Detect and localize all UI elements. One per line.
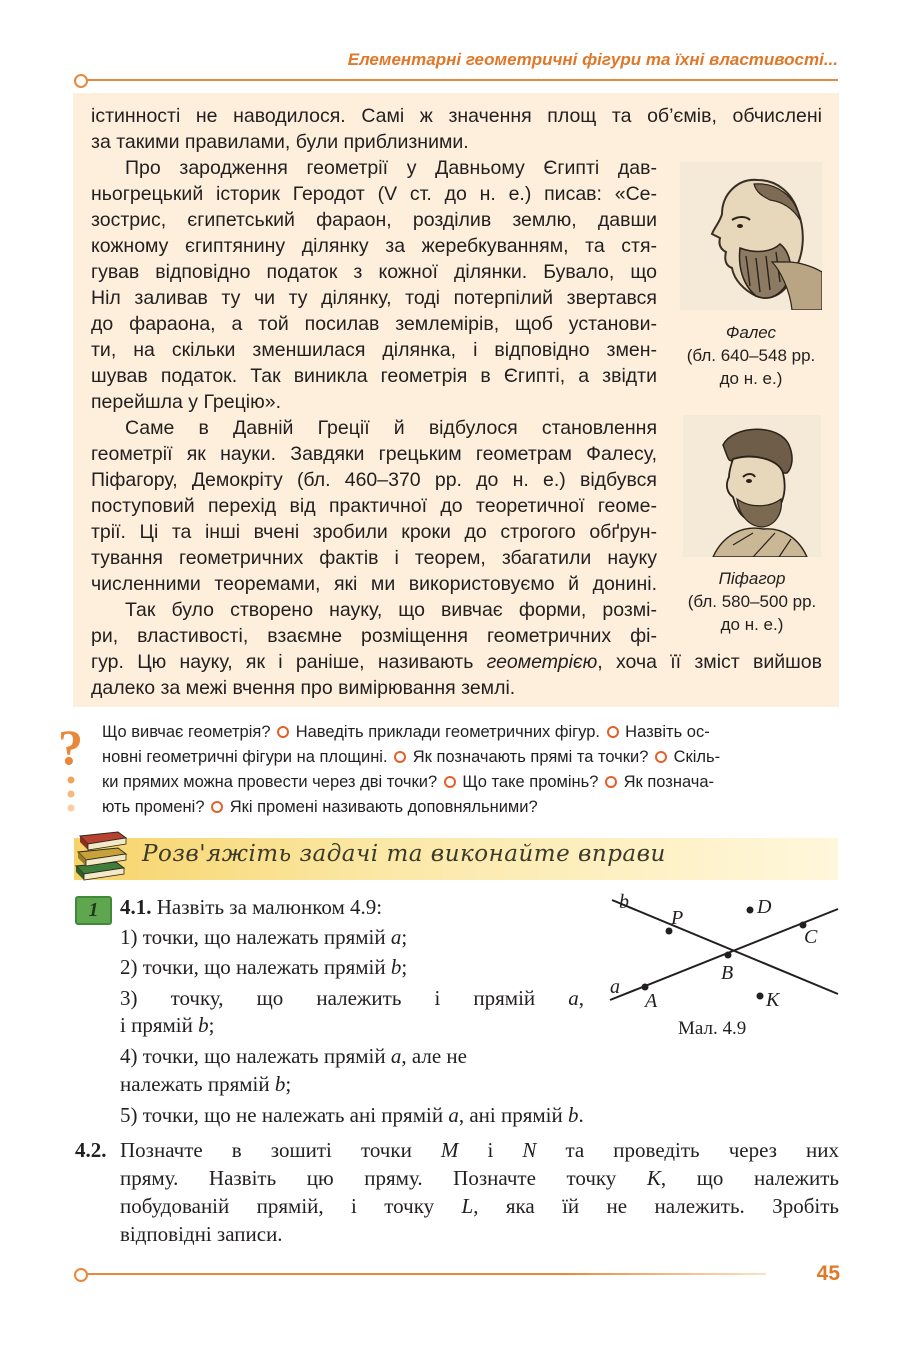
footer-rule <box>86 1273 766 1275</box>
panel-line-12: перейшла у Грецію». <box>91 391 281 413</box>
label-B: B <box>721 962 734 984</box>
item-text: 5) точки, що не належать ані прямій <box>120 1103 449 1127</box>
label-b: b <box>619 891 629 913</box>
exercise-4-1-number: 4.1. <box>120 895 152 919</box>
question-4: Як позначають прямі та точки? <box>412 748 649 766</box>
separator-icon <box>655 751 667 763</box>
question-7-part: Як познача- <box>623 773 715 791</box>
question-5-part: Скіль- <box>673 748 721 766</box>
question-7-cont: ють промені? <box>102 798 205 816</box>
books-icon <box>72 826 130 882</box>
exercise-4-1-item-2 <box>120 954 407 981</box>
label-D: D <box>757 896 772 918</box>
pythagoras-dates-1: (бл. 580–500 рр. <box>687 592 817 611</box>
level-1-badge: 1 <box>75 896 112 925</box>
header-rule <box>86 79 838 81</box>
line-variable: a <box>390 1044 402 1068</box>
point-B <box>725 952 732 959</box>
panel-line-14: геометрії як науки. Завдяки грецьким геометрам Фалесу, <box>91 443 657 465</box>
label-a: a <box>610 976 620 998</box>
pythagoras-caption <box>672 567 832 636</box>
item-text: побудованій прямій, і точку <box>120 1194 462 1218</box>
thales-name: Фалес <box>725 323 777 342</box>
figure-4-9 <box>600 888 845 1043</box>
exercises-banner-title: Розв'яжіть задачі та виконайте вправи <box>142 841 666 867</box>
panel-line-9: до фараона, а той посилав землемірів, щоб установи- <box>91 313 657 335</box>
question-3-cont: новні геометричні фігури на площині. <box>102 748 388 766</box>
thales-dates-2: до н. е.) <box>719 369 783 388</box>
item-text: , яка їй не належить. Зробіть <box>473 1194 839 1218</box>
panel-line-13: Саме в Давній Греції й відбулося становлення <box>125 417 657 439</box>
point-variable: K <box>646 1166 661 1190</box>
panel-line-2: за такими правилами, були приблизними. <box>91 131 469 153</box>
separator-icon <box>277 726 289 738</box>
question-mark-icon <box>56 718 94 818</box>
item-punct: , але не <box>401 1044 467 1068</box>
exercise-4-2-line-2 <box>120 1165 839 1192</box>
label-C: C <box>804 926 818 948</box>
item-text: Позначте в зошиті точки <box>120 1138 441 1162</box>
label-K: K <box>766 989 780 1011</box>
exercise-4-2-number <box>75 1137 107 1164</box>
item-text: пряму. Назвіть цю пряму. Позначте точку <box>120 1166 647 1190</box>
panel-line-17: трії. Ці та інші вчені зробили кроки до строгого обґрун- <box>91 521 657 543</box>
exercise-4-2-line-1 <box>120 1137 839 1164</box>
panel-line-23: далеко за межі вчення про вимірювання землі. <box>91 677 516 699</box>
exercise-4-1-item-5 <box>120 1102 584 1129</box>
exercise-4-1-title: Назвіть за малюнком 4.9: <box>156 895 383 919</box>
question-6: Що таке промінь? <box>462 773 599 791</box>
panel-line-22 <box>91 649 822 675</box>
footer-rule-ring <box>74 1268 88 1282</box>
panel-line-16: поступовий перехід від практичної до теоретичної геоме- <box>91 495 657 517</box>
separator-icon <box>394 751 406 763</box>
exercise-4-1-item-3a <box>120 985 584 1012</box>
exercise-4-1-item-4a <box>120 1043 467 1070</box>
exercise-4-1-item-3b <box>120 1012 214 1039</box>
thales-portrait-image <box>680 162 822 310</box>
pythagoras-name: Піфагор <box>718 569 786 588</box>
label-P: P <box>671 907 684 929</box>
panel-line-4: ньогрецький історик Геродот (V ст. до н. е.) писав: «Се- <box>91 183 657 205</box>
panel-line-7: гував відповідно податок з кожної ділянки. Бувало, що <box>91 261 657 283</box>
panel-line-10: ти, на скільки зменшилася ділянка, і відповідно змен- <box>91 339 657 361</box>
item-punct: ; <box>285 1072 292 1096</box>
questions-line-1 <box>102 720 839 744</box>
panel-line-20: Так було створено науку, що вивчає форми, розмі- <box>125 599 657 621</box>
line22-text-a: гур. Цю науку, як і раніше, називають <box>91 651 487 673</box>
exercise-4-2-line-3 <box>120 1193 839 1220</box>
header-rule-ring <box>74 74 88 88</box>
panel-line-8: Ніл заливав ту чи ту ділянку, тоді потерпілий звертався <box>91 287 657 309</box>
item-punct: ; <box>401 925 408 949</box>
item-text: , що належить <box>660 1166 839 1190</box>
panel-line-11: шував податок. Так виникла геометрія в Єгипті, а звідти <box>91 365 657 387</box>
panel-line-3: Про зародження геометрії у Давньому Єгипті дав- <box>125 157 657 179</box>
separator-icon <box>211 801 223 813</box>
line-variable: b <box>567 1103 579 1127</box>
item-text: 2) точки, що належать прямій <box>120 955 391 979</box>
svg-text:?: ? <box>58 719 83 775</box>
geometry-term: геометрією <box>486 651 598 673</box>
line22-text-b: , хоча її зміст вийшов <box>597 651 822 673</box>
line-variable: b <box>274 1072 286 1096</box>
item-text: , ані прямій <box>458 1103 568 1127</box>
panel-line-18: тування геометричних фактів і теорем, збагатили науку <box>91 547 657 569</box>
item-punct: ; <box>208 1013 215 1037</box>
item-text: належать прямій <box>120 1072 275 1096</box>
item-text: 3) точку, що належить і прямій <box>120 986 569 1010</box>
question-8: Які промені називають доповняльними? <box>229 798 538 816</box>
thales-dates-1: (бл. 640–548 рр. <box>686 346 816 365</box>
separator-icon <box>444 776 456 788</box>
item-text: і прямій <box>120 1013 199 1037</box>
item-text: і <box>458 1138 523 1162</box>
question-5-cont: ки прямих можна провести через дві точки? <box>102 773 438 791</box>
exercise-4-1-heading <box>120 894 382 921</box>
figure-caption: Мал. 4.9 <box>678 1018 747 1039</box>
exercise-4-1-item-1 <box>120 924 407 951</box>
line-variable: b <box>198 1013 209 1037</box>
item-text: та проведіть через них <box>536 1138 839 1162</box>
line-variable: a <box>390 925 402 949</box>
point-variable: L <box>461 1194 474 1218</box>
item-text: 4) точки, що належать прямій <box>120 1044 391 1068</box>
item-punct: ; <box>401 955 408 979</box>
exercise-4-2-line-4: відповідні записи. <box>120 1222 283 1246</box>
pythagoras-portrait-image <box>683 415 821 557</box>
point-variable: M <box>440 1138 459 1162</box>
panel-line-6: кожному єгиптянину ділянку за жеребкуванням, та стя- <box>91 235 657 257</box>
running-header: Елементарні геометричні фігури та їхні властивості... <box>347 50 838 69</box>
panel-line-5: зострис, єгипетський фараон, розділив землю, давши <box>91 209 657 231</box>
question-1: Що вивчає геометрія? <box>102 723 271 741</box>
thales-caption <box>671 321 831 390</box>
line-variable: a <box>448 1103 459 1127</box>
exercise-4-1-item-4b <box>120 1071 291 1098</box>
point-D <box>747 907 754 914</box>
separator-icon <box>607 726 619 738</box>
panel-line-1: істинності не наводилося. Самі ж значення площ та об’ємів, обчислені <box>91 105 822 127</box>
point-K <box>757 993 764 1000</box>
label-A: A <box>645 990 658 1012</box>
item-text: 1) точки, що належать прямій <box>120 925 391 949</box>
line-variable: b <box>390 955 402 979</box>
point-variable: N <box>522 1138 537 1162</box>
item-punct: . <box>578 1103 584 1127</box>
exercise-4-2-num: 4.2. <box>75 1138 107 1162</box>
panel-line-19: численними теоремами, які ми використовуємо й донині. <box>91 573 657 595</box>
question-2: Наведіть приклади геометричних фігур. <box>295 723 600 741</box>
questions-line-3 <box>102 770 839 794</box>
panel-line-21: ри, властивості, взаємне розміщення геометричних фі- <box>91 625 657 647</box>
item-punct: , <box>578 986 584 1010</box>
panel-line-15: Піфагору, Демокріту (бл. 460–370 рр. до н. е.) відбувся <box>91 469 657 491</box>
line-variable: a <box>568 986 579 1010</box>
questions-line-2 <box>102 745 839 769</box>
separator-icon <box>605 776 617 788</box>
page-number: 45 <box>816 1262 840 1285</box>
pythagoras-dates-2: до н. е.) <box>720 615 784 634</box>
questions-line-4 <box>102 795 839 819</box>
question-3-part: Назвіть ос- <box>625 723 710 741</box>
